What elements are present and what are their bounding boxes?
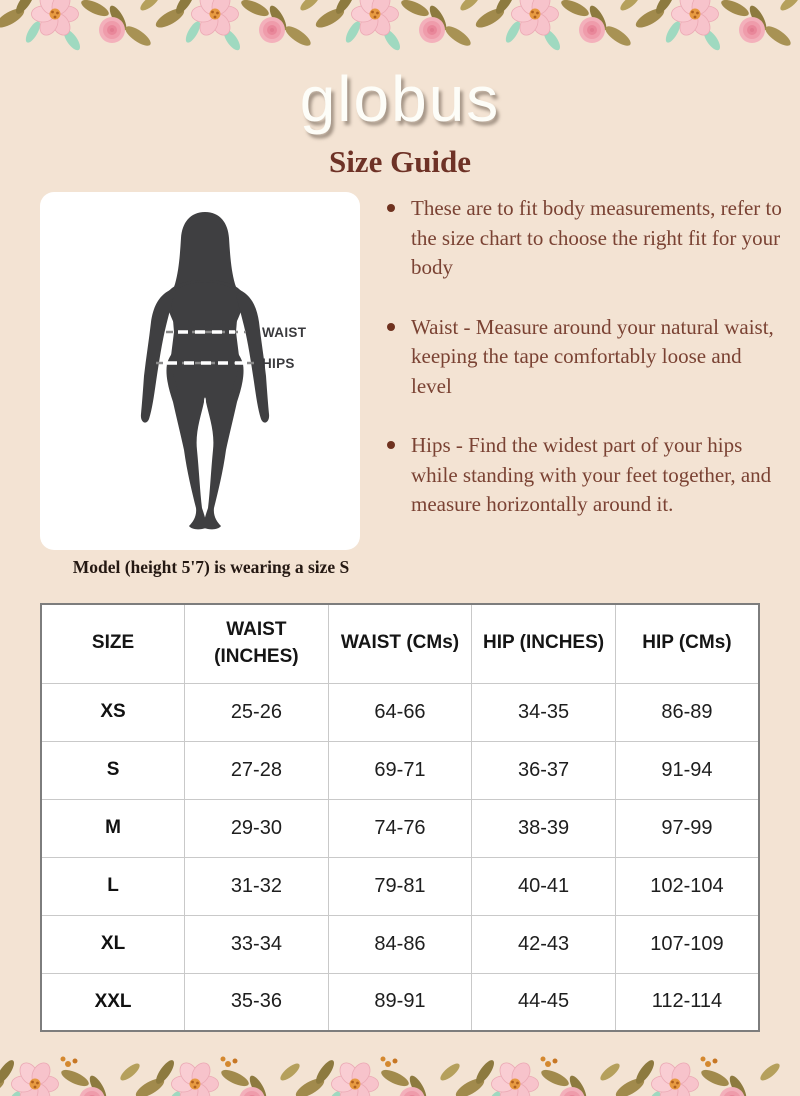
hip-cms-cell: 91-94	[615, 741, 759, 799]
hips-label: HIPS	[262, 356, 295, 371]
column-header-size: SIZE	[41, 604, 185, 683]
waist-inches-cell: 35-36	[185, 973, 329, 1031]
waist-label: WAIST	[262, 325, 307, 340]
table-header-row	[41, 604, 759, 683]
size-cell: M	[41, 799, 185, 857]
silhouette-left-arm	[141, 290, 174, 423]
size-cell: XS	[41, 683, 185, 741]
hip-inches-cell: 42-43	[472, 915, 616, 973]
hip-cms-cell: 112-114	[615, 973, 759, 1031]
size-cell: L	[41, 857, 185, 915]
column-header-waist-cms: WAIST (CMs)	[328, 604, 472, 683]
waist-cms-cell: 69-71	[328, 741, 472, 799]
column-header-hip-cms: HIP (CMs)	[615, 604, 759, 683]
bullet-icon	[387, 441, 395, 449]
hip-inches-cell: 40-41	[472, 857, 616, 915]
floral-border-top	[0, 0, 800, 58]
instruction-item	[386, 313, 786, 402]
hip-cms-cell: 107-109	[615, 915, 759, 973]
waist-inches-cell: 29-30	[185, 799, 329, 857]
table-row-xl	[41, 915, 759, 973]
hip-cms-cell: 97-99	[615, 799, 759, 857]
figure-card	[40, 192, 360, 550]
size-cell: S	[41, 741, 185, 799]
bullet-icon	[387, 204, 395, 212]
hip-inches-cell: 44-45	[472, 973, 616, 1031]
waist-cms-cell: 84-86	[328, 915, 472, 973]
waist-cms-cell: 64-66	[328, 683, 472, 741]
instruction-text: Waist - Measure around your natural waist, keeping the tape comfortably loose and level	[411, 314, 774, 398]
instruction-text: Hips - Find the widest part of your hips while standing with your feet together, and measure horizontally around it.	[411, 433, 772, 516]
waist-inches-cell: 31-32	[185, 857, 329, 915]
column-header-hip-inches: HIP (INCHES)	[472, 604, 616, 683]
hip-inches-cell: 34-35	[472, 683, 616, 741]
page-title: Size Guide	[328, 144, 472, 179]
waist-inches-cell: 33-34	[185, 915, 329, 973]
size-cell: XL	[41, 915, 185, 973]
hip-cms-cell: 102-104	[615, 857, 759, 915]
waist-cms-cell: 89-91	[328, 973, 472, 1031]
model-caption: Model (height 5'7) is wearing a size S	[72, 557, 350, 577]
instructions-list	[386, 194, 786, 550]
body-silhouette-illustration	[40, 192, 360, 550]
waist-cms-cell: 74-76	[328, 799, 472, 857]
brand-logo: globus	[299, 63, 501, 135]
instruction-item	[386, 194, 786, 283]
instruction-item	[386, 431, 786, 520]
bullet-icon	[387, 323, 395, 331]
instruction-text: These are to fit body measurements, refer to the size chart to choose the right fit for your body	[411, 196, 782, 279]
waist-inches-cell: 27-28	[185, 741, 329, 799]
table-row-xxl	[41, 973, 759, 1031]
hip-inches-cell: 38-39	[472, 799, 616, 857]
table-row-m	[41, 799, 759, 857]
table-row-xs	[41, 683, 759, 741]
waist-inches-cell: 25-26	[185, 683, 329, 741]
hip-inches-cell: 36-37	[472, 741, 616, 799]
size-cell: XXL	[41, 973, 185, 1031]
table-row-l	[41, 857, 759, 915]
hip-cms-cell: 86-89	[615, 683, 759, 741]
waist-cms-cell: 79-81	[328, 857, 472, 915]
floral-border-bottom	[0, 1048, 800, 1096]
size-chart-table	[40, 603, 760, 1032]
column-header-waist-inches: WAIST (INCHES)	[185, 604, 329, 683]
table-row-s	[41, 741, 759, 799]
